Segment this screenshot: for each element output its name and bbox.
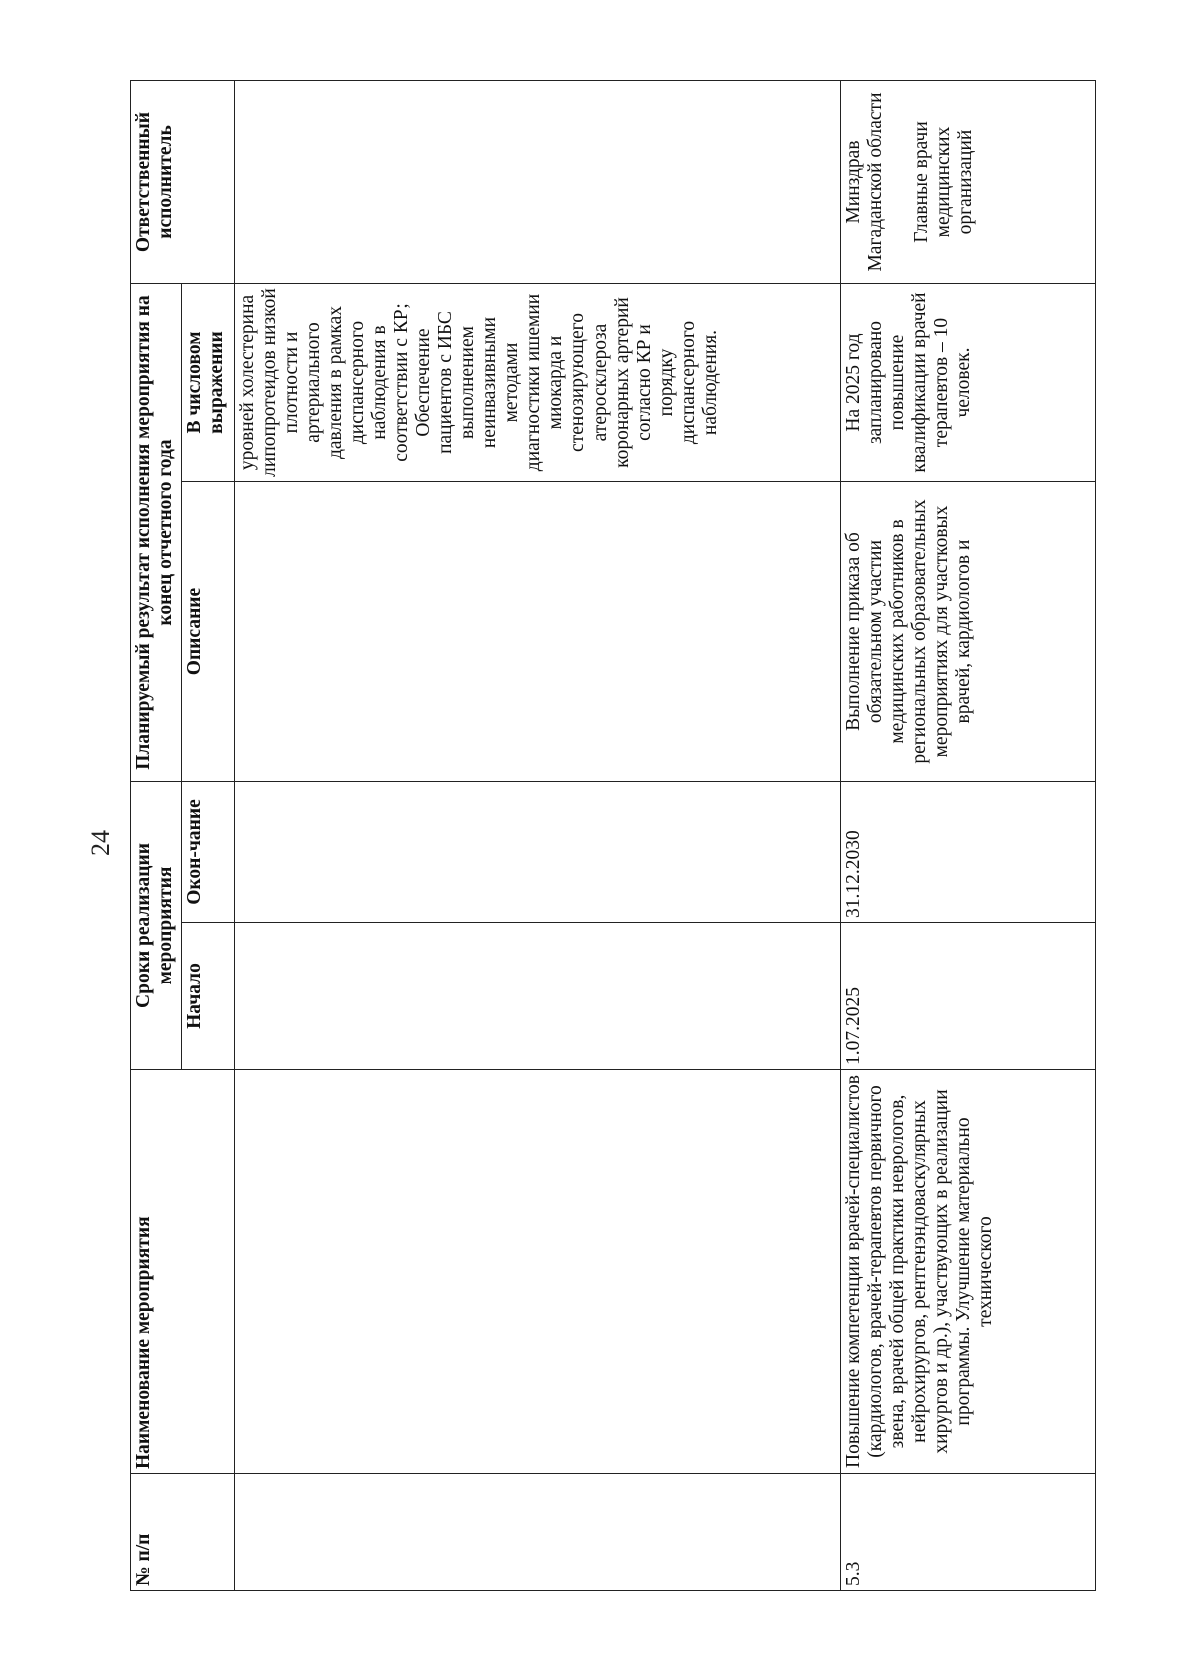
header-name: Наименование мероприятия bbox=[131, 1070, 235, 1474]
header-numeric: В числовом выражении bbox=[182, 284, 235, 482]
cell-53-end: 31.12.2030 bbox=[841, 782, 1096, 923]
cell-53-start: 1.07.2025 bbox=[841, 923, 1096, 1070]
table-row-5-3 bbox=[841, 81, 1096, 1591]
header-row-1 bbox=[131, 81, 182, 1591]
header-result: Планируемый результат исполнения мероприятия на конец отчетного года bbox=[131, 284, 182, 782]
header-responsible: Ответственный исполнитель bbox=[131, 81, 235, 284]
page-number: 24 bbox=[86, 830, 115, 856]
header-start: Начало bbox=[182, 923, 235, 1070]
measures-table bbox=[130, 80, 1096, 1591]
cell-53-name: Повышение компетенции врачей-специалистов (кардиологов, врачей-терапевтов первичного звена, врачей общей практики неврологов, нейрохирургов, рентгенэндоваскулярных хирургов и др.), участвующих в реализации программы. Улучшение материально технического bbox=[841, 1070, 1096, 1474]
cell-53-responsible bbox=[841, 81, 1096, 284]
cell-53-description: Выполнение приказа об обязательном участии медицинских работников в региональных образовательных мероприятиях для участковых врачей, кардиологов и bbox=[841, 482, 1096, 782]
header-num: № п/п bbox=[131, 1474, 235, 1591]
cell-prev-name bbox=[235, 1070, 841, 1474]
header-description: Описание bbox=[182, 482, 235, 782]
cell-prev-end bbox=[235, 782, 841, 923]
responsible-chief-doctors: Главные врачи медицинских организаций bbox=[911, 121, 977, 243]
cell-53-num: 5.3 bbox=[841, 1474, 1096, 1591]
header-terms: Сроки реализации мероприятия bbox=[131, 782, 182, 1070]
responsible-gap bbox=[887, 85, 911, 279]
header-end: Окон-чание bbox=[182, 782, 235, 923]
responsible-minzdrav: Минздрав Магаданской области bbox=[843, 92, 887, 272]
rotated-page-content bbox=[130, 81, 1095, 1591]
cell-prev-responsible bbox=[235, 81, 841, 284]
cell-prev-numeric: уровней холестерина липопротеидов низкой плотности и артериального давления в рамках диспансерного наблюдения в соответствии с КР; Обеспечение пациентов с ИБС выполнением неинвазивными методами диагностики ишемии миокарда и стенозирующего атеросклероза коронарных артерий согласно КР и порядку диспансерного наблюдения. bbox=[235, 284, 841, 482]
cell-53-numeric: На 2025 год запланировано повышение квалификации врачей терапевтов – 10 человек. bbox=[841, 284, 1096, 482]
cell-prev-start bbox=[235, 923, 841, 1070]
cell-prev-description bbox=[235, 482, 841, 782]
table-row-prev bbox=[235, 81, 841, 1591]
cell-prev-num bbox=[235, 1474, 841, 1591]
